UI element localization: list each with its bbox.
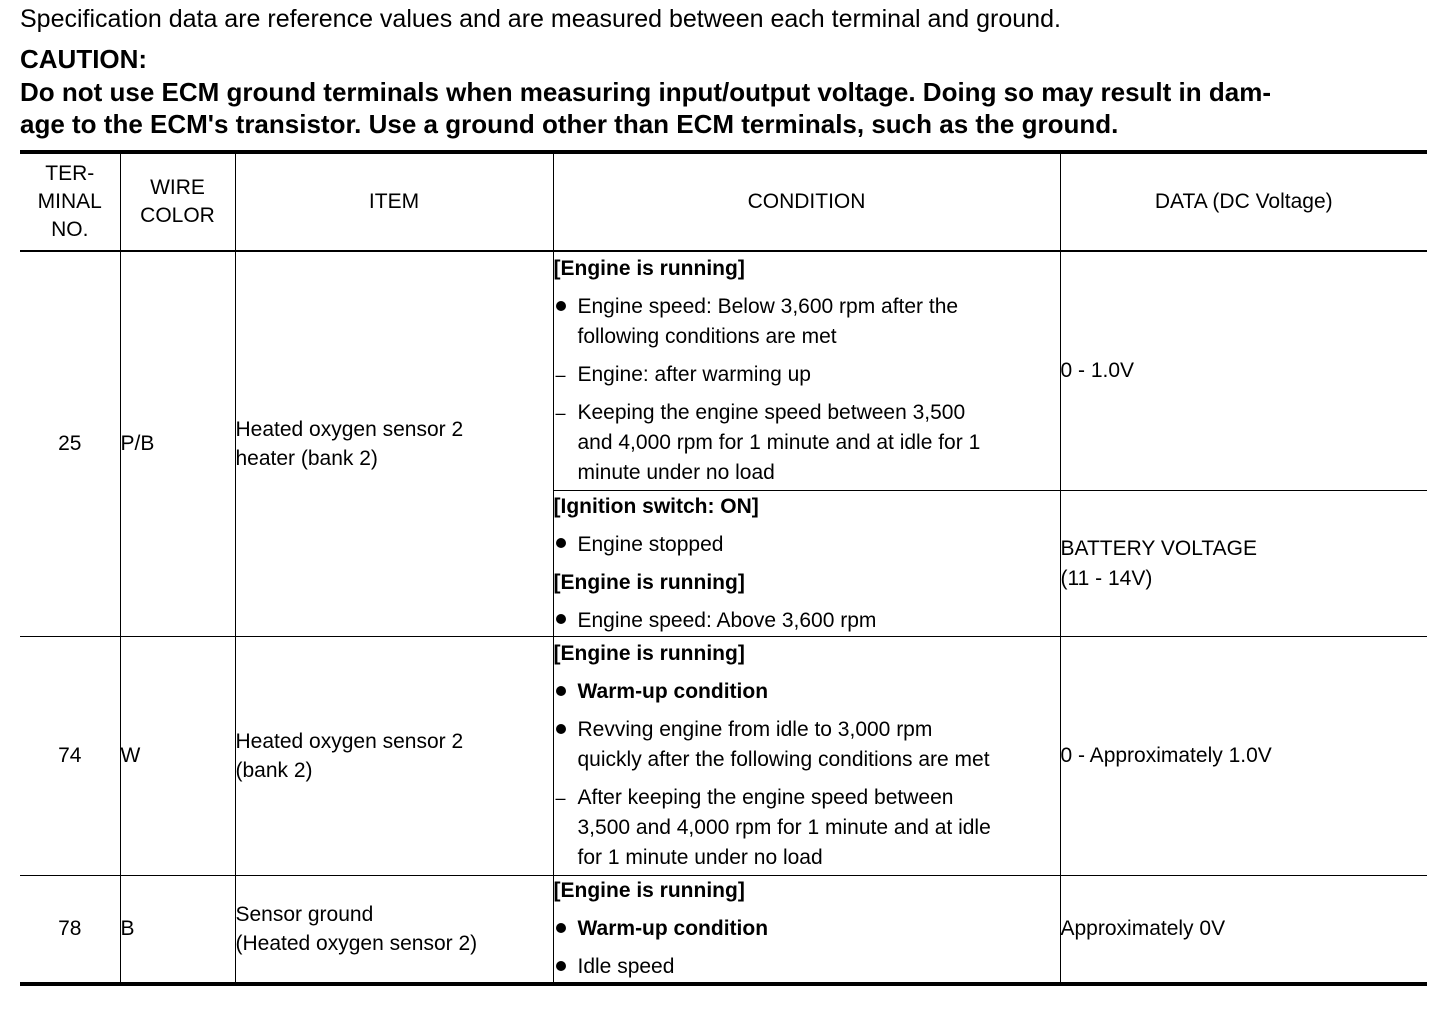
item-line: (bank 2) [235, 759, 313, 782]
table-row [20, 251, 1427, 491]
condition-line: following conditions are met [577, 325, 837, 348]
terminal-no: 78 [20, 876, 120, 985]
item-name [235, 876, 553, 985]
header-item: ITEM [235, 152, 553, 251]
header-text: NO. [51, 218, 89, 241]
condition-cell [553, 251, 1060, 491]
caution-line: age to the ECM's transistor. Use a ground other than ECM terminals, such as the ground. [20, 109, 1119, 139]
condition-bullet [554, 715, 1060, 775]
bullet-dot-icon [556, 923, 566, 933]
terminal-no: 74 [20, 637, 120, 876]
data-value [1060, 491, 1427, 637]
dash-icon: – [555, 403, 566, 423]
bullet-dot-icon [556, 961, 566, 971]
condition-cell [553, 637, 1060, 876]
condition-cell [553, 876, 1060, 985]
header-data: DATA (DC Voltage) [1060, 152, 1427, 251]
header-terminal-no [20, 152, 120, 251]
condition-bullet [554, 292, 1060, 352]
intro-text: Specification data are reference values and are measured between each terminal and ground. [20, 5, 1061, 33]
condition-subitem [554, 398, 1060, 488]
condition-line: Engine speed: Above 3,600 rpm [577, 608, 877, 632]
item-line: (Heated oxygen sensor 2) [235, 932, 478, 955]
condition-bullet [554, 530, 1060, 560]
condition-line: and 4,000 rpm for 1 minute and at idle for 1 [577, 431, 981, 454]
wire-color: B [120, 876, 235, 985]
header-condition: CONDITION [553, 152, 1060, 251]
condition-line: Engine: after warming up [577, 363, 811, 386]
dash-icon: – [555, 788, 566, 808]
wire-color: P/B [120, 251, 235, 637]
table-row [20, 876, 1427, 985]
condition-line: Warm-up condition [577, 917, 769, 940]
condition-line: quickly after the following conditions are met [577, 748, 990, 771]
header-text: WIRE [150, 176, 205, 199]
condition-heading: [Engine is running] [553, 642, 745, 665]
condition-line: After keeping the engine speed between [577, 786, 954, 809]
bullet-dot-icon [556, 614, 566, 624]
item-line: Heated oxygen sensor 2 [235, 730, 464, 753]
data-value: 0 - 1.0V [1060, 251, 1427, 491]
header-text: MINAL [37, 190, 102, 213]
table-header-row [20, 152, 1427, 251]
condition-cell [553, 491, 1060, 637]
condition-bullet [554, 952, 1060, 982]
header-wire-color [120, 152, 235, 251]
item-line: Sensor ground [235, 903, 374, 926]
bullet-dot-icon [556, 724, 566, 734]
terminal-no: 25 [20, 251, 120, 637]
condition-line: Warm-up condition [577, 680, 769, 703]
data-value: 0 - Approximately 1.0V [1060, 637, 1427, 876]
item-line: Heated oxygen sensor 2 [235, 418, 464, 441]
bullet-dot-icon [556, 301, 566, 311]
caution-line: Do not use ECM ground terminals when measuring input/output voltage. Doing so may result in dam- [20, 77, 1271, 107]
condition-bullet [554, 606, 1060, 636]
condition-subitem [554, 783, 1060, 873]
data-value: Approximately 0V [1060, 876, 1427, 985]
item-name [235, 637, 553, 876]
condition-line: 3,500 and 4,000 rpm for 1 minute and at idle [577, 816, 991, 839]
condition-subitem [554, 360, 1060, 390]
condition-line: Engine stopped [577, 532, 724, 556]
dash-icon: – [555, 365, 566, 385]
header-text: TER- [45, 162, 95, 185]
caution-heading: CAUTION: [20, 44, 148, 74]
condition-line: Engine speed: Below 3,600 rpm after the [577, 295, 959, 318]
terminal-spec-table [20, 150, 1427, 986]
item-name [235, 251, 553, 637]
condition-heading: [Engine is running] [553, 570, 745, 594]
condition-bullet [554, 677, 1060, 707]
condition-line: Idle speed [577, 955, 675, 978]
data-line: (11 - 14V) [1060, 566, 1153, 590]
data-line: BATTERY VOLTAGE [1060, 536, 1257, 560]
header-text: COLOR [140, 204, 215, 227]
item-line: heater (bank 2) [235, 447, 378, 470]
condition-heading: [Engine is running] [553, 879, 745, 902]
condition-bullet [554, 914, 1060, 944]
bullet-dot-icon [556, 538, 566, 548]
condition-line: Keeping the engine speed between 3,500 [577, 401, 966, 424]
wire-color: W [120, 637, 235, 876]
condition-line: Revving engine from idle to 3,000 rpm [577, 718, 933, 741]
condition-heading: [Engine is running] [553, 257, 745, 280]
bullet-dot-icon [556, 686, 566, 696]
condition-line: for 1 minute under no load [577, 846, 823, 869]
caution-text [20, 76, 1430, 140]
condition-heading: [Ignition switch: ON] [553, 494, 759, 518]
table-row [20, 637, 1427, 876]
condition-line: minute under no load [577, 461, 775, 484]
